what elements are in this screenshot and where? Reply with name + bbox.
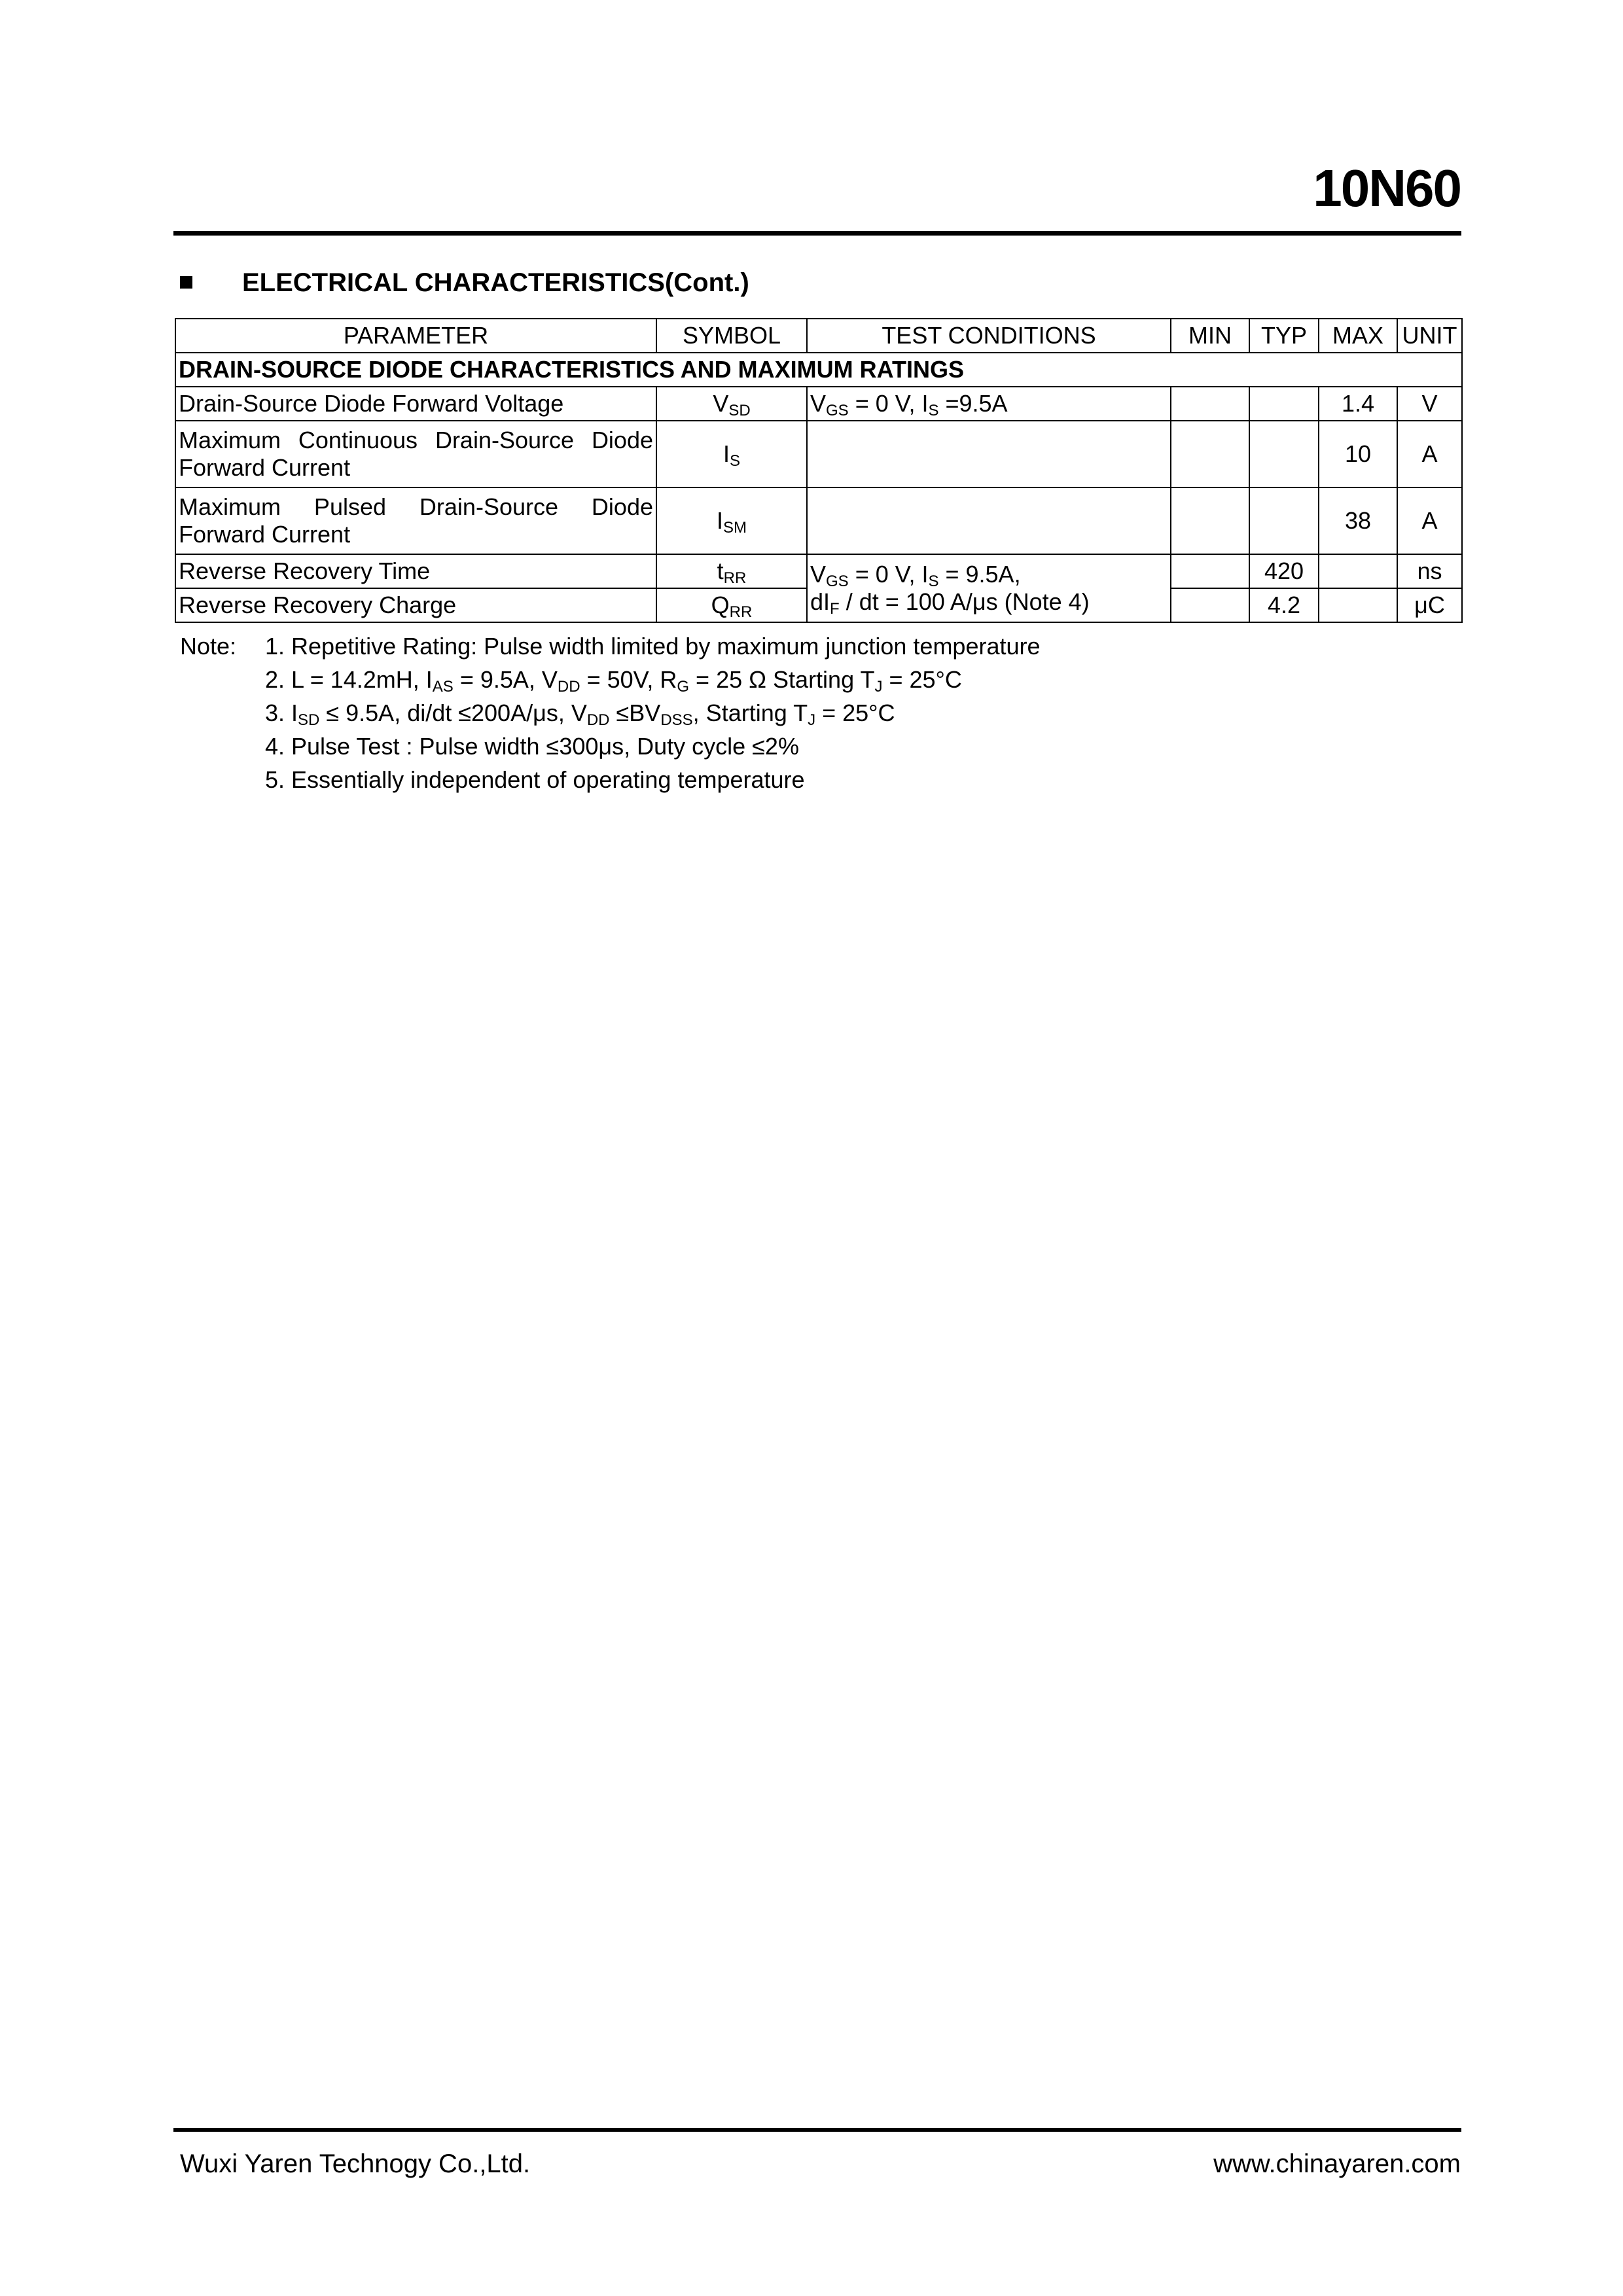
table-row xyxy=(175,387,1462,421)
parameter-line: Maximum Pulsed Drain-Source Diode xyxy=(179,493,653,520)
min-cell xyxy=(1171,387,1249,421)
min-cell xyxy=(1171,588,1249,622)
conditions-cell xyxy=(807,421,1171,487)
unit-cell: A xyxy=(1397,487,1462,554)
notes-list xyxy=(180,629,1423,796)
parameter-line: Forward Current xyxy=(179,521,351,548)
symbol-main: I xyxy=(716,507,723,534)
table-header-row xyxy=(175,319,1462,353)
typ-cell: 420 xyxy=(1249,554,1319,588)
symbol-cell xyxy=(656,554,807,588)
header-rule xyxy=(173,231,1461,236)
column-header-max: MAX xyxy=(1319,319,1397,353)
symbol-cell xyxy=(656,588,807,622)
footer-website: www.chinayaren.com xyxy=(1213,2149,1461,2178)
column-header-typ: TYP xyxy=(1249,319,1319,353)
min-cell xyxy=(1171,487,1249,554)
parameter-cell xyxy=(175,487,656,554)
max-cell xyxy=(1319,588,1397,622)
note-item: 3. $I_{SD} \le 9.5A$, di/dt ≤200A/μs, $V_{DD} \le BV_{DSS}$, Starting $T_J = 25^\circ C$ xyxy=(265,699,895,729)
note-item: 5. Essentially independent of operating temperature xyxy=(265,766,805,793)
symbol-sub: RR xyxy=(723,569,747,587)
table-row xyxy=(175,421,1462,487)
symbol-main: I xyxy=(722,440,730,467)
parameter-cell xyxy=(175,421,656,487)
max-cell: 1.4 xyxy=(1319,387,1397,421)
footer-rule xyxy=(173,2128,1461,2132)
symbol-main: Q xyxy=(711,592,730,618)
unit-cell: μC xyxy=(1397,588,1462,622)
symbol-cell xyxy=(656,421,807,487)
symbol-sub: S xyxy=(730,452,741,470)
note-item: 1. Repetitive Rating: Pulse width limited by maximum junction temperature xyxy=(265,633,1041,660)
symbol-main: V xyxy=(713,390,729,417)
table-row xyxy=(175,487,1462,554)
typ-cell xyxy=(1249,387,1319,421)
group-title: DRAIN-SOURCE DIODE CHARACTERISTICS AND MAXIMUM RATINGS xyxy=(175,353,1462,387)
symbol-cell xyxy=(656,387,807,421)
typ-cell xyxy=(1249,421,1319,487)
symbol-sub: SM xyxy=(723,519,747,537)
electrical-characteristics-table xyxy=(175,318,1463,623)
conditions-cell xyxy=(807,487,1171,554)
part-number: 10N60 xyxy=(1313,159,1461,217)
section-title-text: ELECTRICAL CHARACTERISTICS(Cont.) xyxy=(242,268,749,297)
notes xyxy=(180,629,1423,796)
max-cell: 38 xyxy=(1319,487,1397,554)
parameter-cell: Reverse Recovery Time xyxy=(175,554,656,588)
table-row xyxy=(175,554,1462,588)
symbol-sub: SD xyxy=(728,402,751,419)
column-header-unit: UNIT xyxy=(1397,319,1462,353)
min-cell xyxy=(1171,554,1249,588)
parameter-cell: Drain-Source Diode Forward Voltage xyxy=(175,387,656,421)
unit-cell: ns xyxy=(1397,554,1462,588)
conditions-cell: $V_{GS} = 0$ V, $I_S = 9.5A$, $dI_F$ / dt = 100 A/μs (Note 4) xyxy=(807,554,1171,622)
footer-company: Wuxi Yaren Technogy Co.,Ltd. xyxy=(180,2149,531,2178)
unit-cell: A xyxy=(1397,421,1462,487)
typ-cell xyxy=(1249,487,1319,554)
section-title xyxy=(180,267,749,298)
parameter-line: Maximum Continuous Drain-Source Diode xyxy=(179,427,653,453)
note-item: 2. L = 14.2mH, $I_{AS} = 9.5A$, $V_{DD} = 50V$, $R_G = 25$ Ω Starting $T_J = 25^\circ C$ xyxy=(265,666,962,696)
symbol-main: t xyxy=(717,557,724,584)
square-bullet-icon xyxy=(180,276,192,289)
max-cell: 10 xyxy=(1319,421,1397,487)
unit-cell: V xyxy=(1397,387,1462,421)
typ-cell: 4.2 xyxy=(1249,588,1319,622)
notes-label: Note: xyxy=(180,633,237,660)
table-group-row xyxy=(175,353,1462,387)
column-header-min: MIN xyxy=(1171,319,1249,353)
conditions-cell: $V_{GS} = 0$ V, $I_S =9.5A$ xyxy=(807,387,1171,421)
column-header-test-conditions: TEST CONDITIONS xyxy=(807,319,1171,353)
symbol-cell xyxy=(656,487,807,554)
column-header-symbol: SYMBOL xyxy=(656,319,807,353)
parameter-line: Forward Current xyxy=(179,454,351,481)
symbol-sub: RR xyxy=(729,603,753,621)
column-header-parameter: PARAMETER xyxy=(175,319,656,353)
max-cell xyxy=(1319,554,1397,588)
parameter-cell: Reverse Recovery Charge xyxy=(175,588,656,622)
min-cell xyxy=(1171,421,1249,487)
note-item: 4. Pulse Test : Pulse width ≤300μs, Duty cycle ≤2% xyxy=(265,733,799,760)
